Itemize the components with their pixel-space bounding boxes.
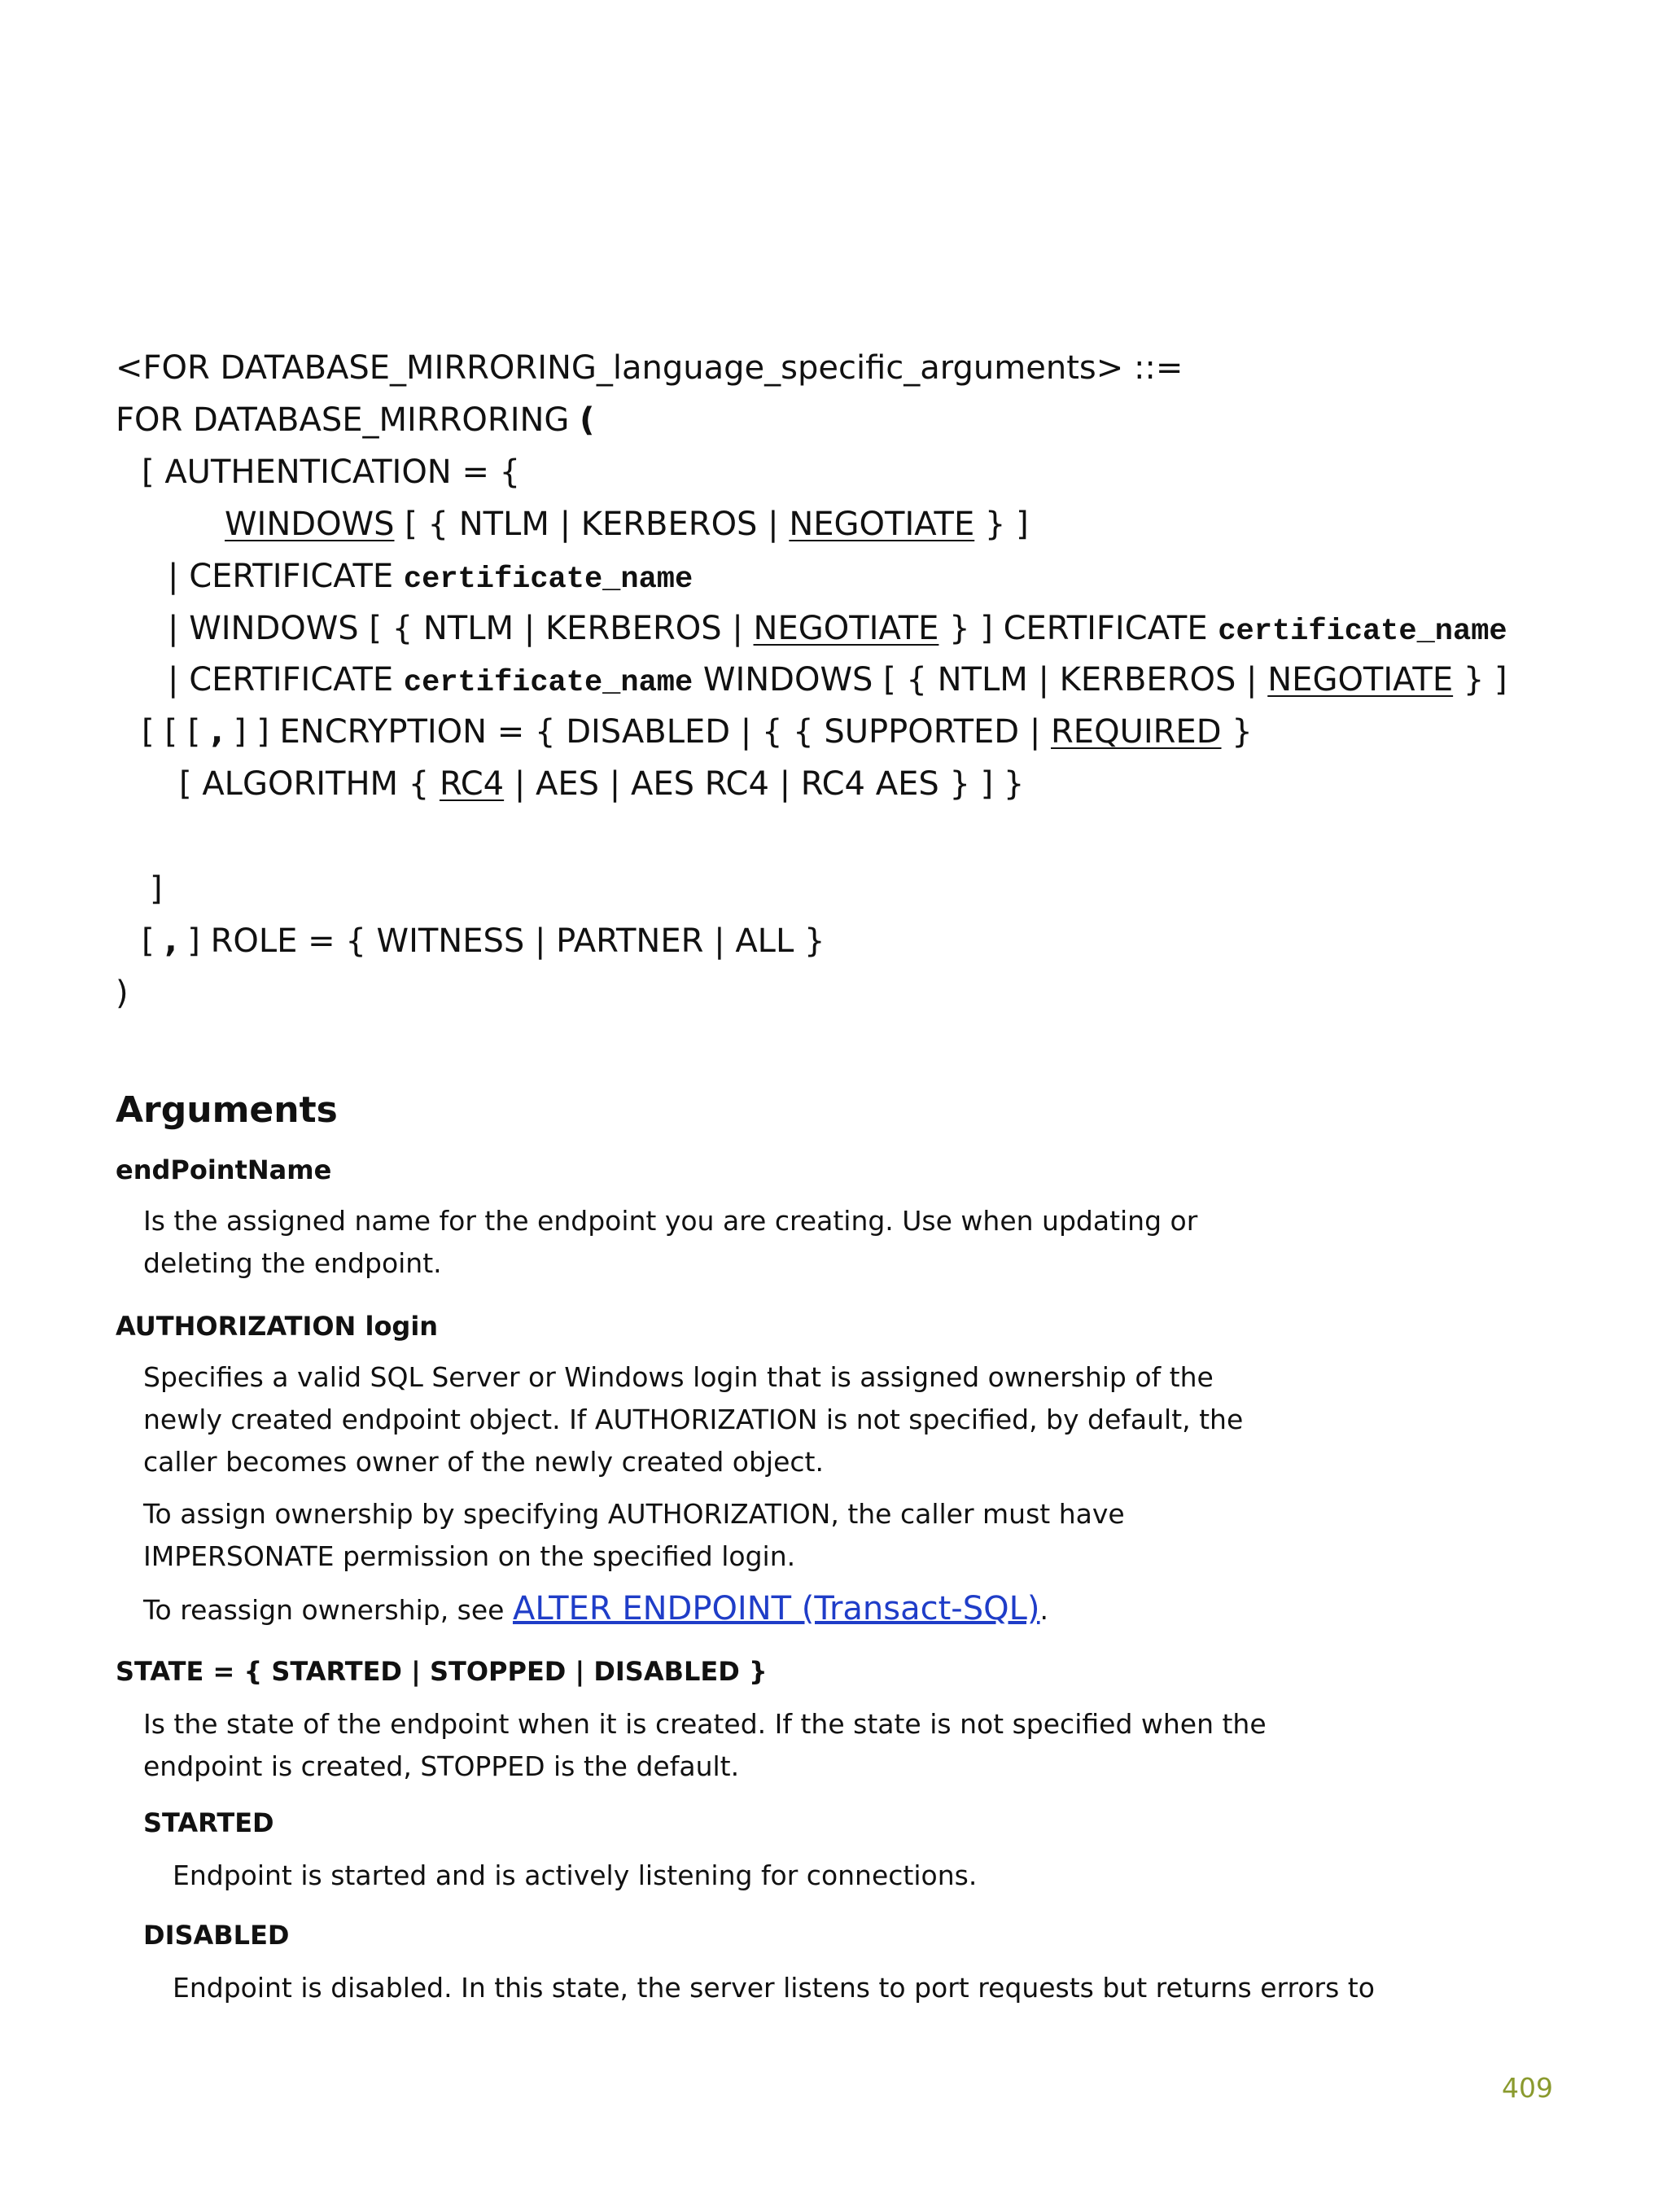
syntax-line-certificate-windows — [168, 660, 1507, 703]
syntax-close-paren: ) — [116, 975, 129, 1012]
syntax-text: ] ] ENCRYPTION = { DISABLED | { { SUPPORTED | — [223, 713, 1052, 751]
desc-text: To reassign ownership, see — [143, 1594, 513, 1626]
syntax-default-windows: WINDOWS — [225, 506, 395, 543]
syntax-line-encryption — [142, 712, 1253, 751]
syntax-text: } ] CERTIFICATE — [939, 610, 1219, 647]
desc-authorization-1: Specifies a valid SQL Server or Windows login that is assigned ownership of the newly created endpoint object. If AUTHORIZATION is not specified, by default, the caller becomes owner of the newly created object. — [143, 1361, 1244, 1478]
syntax-line-windows — [225, 505, 1029, 544]
term-authorization: AUTHORIZATION login — [116, 1311, 439, 1342]
syntax-text: [ — [142, 922, 165, 960]
syntax-line-authentication: [ AUTHENTICATION = { — [142, 453, 521, 491]
term-disabled: DISABLED — [143, 1920, 290, 1951]
page-number: 409 — [1502, 2072, 1553, 2104]
desc-endpointname: Is the assigned name for the endpoint you are creating. Use when updating or deleting the endpoint. — [143, 1205, 1198, 1279]
syntax-text: | CERTIFICATE — [168, 558, 404, 595]
desc-started: Endpoint is started and is actively listening for connections. — [173, 1859, 978, 1891]
syntax-argument: certificate_name — [403, 666, 693, 700]
syntax-argument: certificate_name — [1218, 615, 1507, 649]
term-endpointname: endPointName — [116, 1154, 332, 1185]
term-started: STARTED — [143, 1807, 274, 1838]
syntax-text: } ] — [1453, 661, 1507, 699]
syntax-comma: , — [210, 713, 224, 751]
syntax-text: FOR DATABASE_MIRRORING — [116, 401, 580, 439]
syntax-text: | AES | AES RC4 | RC4 AES } ] } — [504, 765, 1025, 803]
syntax-default-negotiate: NEGOTIATE — [1267, 661, 1454, 699]
syntax-line-algorithm — [179, 764, 1024, 804]
syntax-default-negotiate: NEGOTIATE — [753, 610, 939, 647]
desc-disabled: Endpoint is disabled. In this state, the server listens to port requests but returns errors to — [173, 1972, 1375, 2004]
syntax-line-certificate — [168, 557, 693, 599]
arguments-heading: Arguments — [116, 1089, 338, 1131]
syntax-text: WINDOWS [ { NTLM | KERBEROS | — [693, 661, 1268, 699]
syntax-text: | CERTIFICATE — [168, 661, 404, 699]
syntax-text: ] ROLE = { WITNESS | PARTNER | ALL } — [177, 922, 825, 960]
desc-authorization-2: To assign ownership by specifying AUTHORIZATION, the caller must have IMPERSONATE permission on the specified login. — [143, 1498, 1125, 1572]
syntax-text: [ ALGORITHM { — [179, 765, 440, 803]
syntax-text: | WINDOWS [ { NTLM | KERBEROS | — [168, 610, 754, 647]
syntax-argument: certificate_name — [403, 563, 693, 597]
syntax-default-negotiate: NEGOTIATE — [789, 506, 975, 543]
desc-text: . — [1039, 1594, 1048, 1626]
syntax-line-role — [142, 922, 825, 961]
desc-authorization-3 — [143, 1588, 1299, 1632]
term-state: STATE = { STARTED | STOPPED | DISABLED } — [116, 1656, 768, 1687]
desc-state: Is the state of the endpoint when it is created. If the state is not specified when the endpoint is created, STOPPED is the default. — [143, 1708, 1267, 1782]
syntax-line-for — [116, 401, 594, 440]
syntax-default-rc4: RC4 — [439, 765, 505, 803]
syntax-text: } ] — [974, 506, 1029, 543]
syntax-line-windows-certificate — [168, 609, 1507, 651]
syntax-comma: , — [164, 922, 177, 960]
syntax-line-close-bracket: ] — [150, 870, 163, 908]
syntax-text: [ { NTLM | KERBEROS | — [394, 506, 790, 543]
syntax-default-required: REQUIRED — [1051, 713, 1222, 751]
syntax-heading: <FOR DATABASE_MIRRORING_language_specific_arguments> ::= — [116, 349, 1184, 387]
syntax-text: [ [ [ — [142, 713, 211, 751]
syntax-open-paren: ( — [580, 401, 595, 439]
alter-endpoint-link[interactable]: ALTER ENDPOINT (Transact-SQL) — [512, 1590, 1040, 1627]
syntax-text: } — [1221, 713, 1253, 751]
